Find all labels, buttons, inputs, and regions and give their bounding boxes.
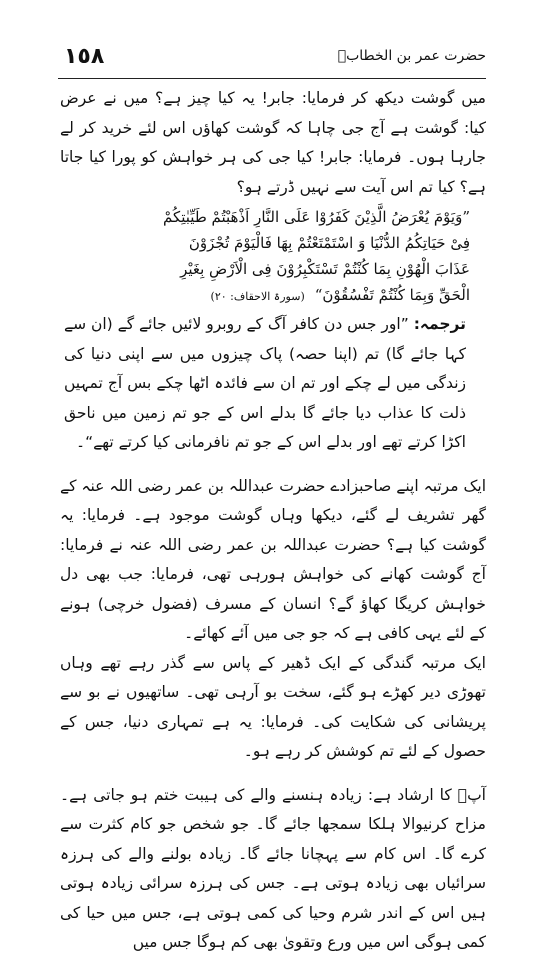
quran-verse-line: ”وَیَوْمَ یُعْرَضُ الَّذِیْنَ کَفَرُوْا عَلَی النَّارِ اَذْھَبْتُمْ طَیِّبٰتِکُمْ: [162, 208, 470, 226]
header-divider: [58, 78, 486, 79]
quran-verse-line: فِیْ حَیَاتِکُمُ الدُّنْیَا وَ اسْتَمْتَعْتُمْ بِھَا فَالْیَوْمَ تُجْزَوْنَ: [188, 234, 470, 252]
quran-verse-line: [74, 282, 470, 310]
paragraph-sayings: آپؓ کا ارشاد ہے: زیادہ ہنسنے والے کی ہیبت ختم ہو جاتی ہے۔ مزاح کرنیوالا ہلکا سمجھا جائے گا۔ جو شخص جو کام کثرت سے کرے گا۔ اس کام سے پہچانا جائے گا۔ زیادہ بولنے والے کی ہرزہ سرائیاں بھی زیادہ ہوتی ہے۔ جس کی ہرزہ سرائی زیادہ ہوتی ہیں اس کے اندر شرم وحیا کی کمی ہوتی ہے، جس میں حیا کی کمی ہوگی اس میں ورع وتقویٰ بھی کم ہوگا جس میں: [60, 785, 486, 951]
quran-verse-line-end: الْحَقِّ وَبِمَا کُنْتُمْ تَفْسُقُوْنَ“: [314, 286, 470, 304]
section-gap: [60, 767, 486, 781]
page-body: [60, 84, 486, 951]
quran-verse-line: عَذَابَ الْھُوْنِ بِمَا کُنْتُمْ تَسْتَکْبِرُوْنَ فِی الْاَرْضِ بِغَیْرِ: [180, 260, 470, 278]
paragraph-abdullah: ایک مرتبہ اپنے صاحبزادے حضرت عبداللہ بن عمر رضی اللہ عنہ کے گھر تشریف لے گئے، دیکھا وہاں گوشت موجود ہے۔ فرمایا: یہ گوشت کیا ہے؟ حضرت عبداللہ بن عمر رضی اللہ عنہ نے فرمایا: آج گوشت کھانے کی خواہش ہورہی تھی، فرمایا: جب بھی دل خواہش کریگا کھاؤ گے؟ انسان کے مسرف (فضول خرچی) ہونے کے لئے یہی کافی ہے کہ جو جی میں آئے کھائے۔: [60, 476, 486, 642]
verse-citation: (سورۃ الاحقاف: ٢٠): [210, 290, 305, 303]
translation-text: ”اور جس دن کافر آگ کے روبرو لائیں جائے گے (ان سے کہا جائے گا) تم (اپنا حصہ) پاک چیزوں میں سے اپنی دنیا کی زندگی میں لے چکے اور تم ان سے فائدہ اٹھا چکے بس آج تمہیں ذلت کا عذاب دیا جائے گا بدلے اس کے جو تم زمین میں ناحق اکڑا کرتے تھے اور بدلے اس کے جو تم نافرمانی کیا کرتے تھے“۔: [63, 315, 466, 451]
page-number: ١٥٨: [64, 44, 105, 69]
quran-verse-block: [60, 204, 486, 310]
paragraph-garbage-heap: ایک مرتبہ گندگی کے ایک ڈھیر کے پاس سے گذر رہے تھے وہاں تھوڑی دیر کھڑے ہو گئے، سخت بو آرہی تھی۔ ساتھیوں نے بو سے پریشانی کی شکایت کی۔ فرمایا: یہ ہے تمہاری دنیا، جس کے حصول کے لئے تم کوشش کر رہے ہو۔: [60, 653, 486, 760]
translation-label: ترجمہ:: [413, 315, 466, 333]
paragraph-intro: میں گوشت دیکھ کر فرمایا: جابر! یہ کیا چیز ہے؟ میں نے عرض کیا: گوشت ہے آج جی چاہا کہ گوشت کھاؤں اس لئے خرید کر لے جارہا ہوں۔ فرمایا: جابر! کیا جی کی ہر خواہش کو پورا کیا جاتا ہے؟ کیا تم اس آیت سے نہیں ڈرتے ہو؟: [60, 89, 486, 196]
running-title: حضرت عمر بن الخطابؓ: [337, 48, 486, 64]
page-header: [60, 40, 486, 80]
section-gap: [60, 458, 486, 472]
translation-paragraph: [60, 310, 486, 458]
